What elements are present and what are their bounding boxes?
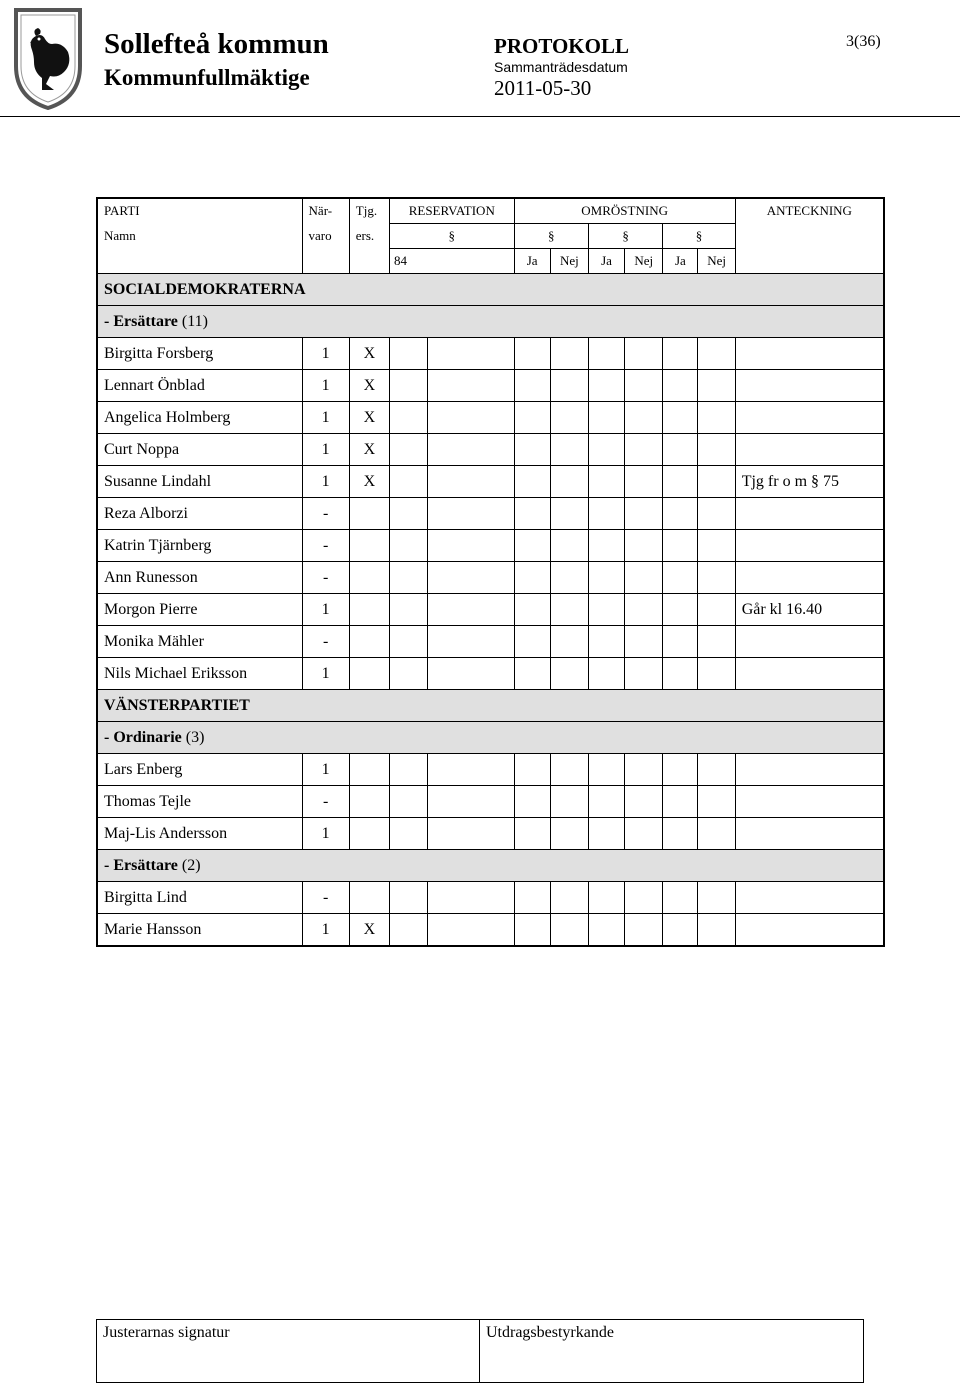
member-present: 1	[302, 466, 349, 498]
reservation-cell	[389, 626, 427, 658]
member-tjg	[349, 530, 389, 562]
vote-cell	[625, 434, 663, 466]
member-row	[97, 594, 884, 626]
vote-cell	[663, 498, 698, 530]
member-tjg	[349, 626, 389, 658]
vote-cell	[625, 818, 663, 850]
vote-cell	[550, 658, 588, 690]
vote-cell	[625, 498, 663, 530]
reservation-cell	[428, 594, 514, 626]
member-note: Går kl 16.40	[735, 594, 884, 626]
member-name: Angelica Holmberg	[97, 402, 302, 434]
reservation-cell	[389, 338, 427, 370]
vote-cell	[663, 818, 698, 850]
member-tjg	[349, 594, 389, 626]
member-name: Susanne Lindahl	[97, 466, 302, 498]
group-type: - Ersättare	[104, 312, 178, 330]
member-note	[735, 562, 884, 594]
signature-footer	[96, 1319, 864, 1383]
member-tjg	[349, 786, 389, 818]
member-note	[735, 754, 884, 786]
member-row	[97, 658, 884, 690]
member-group-row	[97, 722, 884, 754]
vote-cell	[588, 530, 624, 562]
member-note	[735, 786, 884, 818]
vote-cell	[588, 786, 624, 818]
member-tjg: X	[349, 466, 389, 498]
member-present: -	[302, 562, 349, 594]
extract-label: Utdragsbestyrkande	[480, 1320, 864, 1383]
member-note	[735, 402, 884, 434]
vote-cell	[698, 562, 735, 594]
vote-cell	[588, 626, 624, 658]
header-divider	[0, 116, 960, 117]
vote-cell	[625, 754, 663, 786]
reservation-cell	[428, 434, 514, 466]
reservation-cell	[389, 658, 427, 690]
reservation-cell	[428, 338, 514, 370]
member-tjg	[349, 498, 389, 530]
vote-cell	[698, 914, 735, 947]
vote-cell	[550, 626, 588, 658]
vote-cell	[514, 562, 550, 594]
vote-cell	[698, 498, 735, 530]
header-tjg: Tjg.	[349, 198, 389, 224]
vote-cell	[588, 434, 624, 466]
member-present: 1	[302, 914, 349, 947]
vote-cell	[663, 530, 698, 562]
member-row	[97, 530, 884, 562]
member-present: 1	[302, 338, 349, 370]
header-anteckning: ANTECKNING	[735, 198, 884, 224]
reservation-cell	[389, 434, 427, 466]
vote-cell	[514, 498, 550, 530]
vote-cell	[698, 434, 735, 466]
member-group-row	[97, 306, 884, 338]
vote-cell	[514, 914, 550, 947]
header-ers: ers.	[349, 224, 389, 249]
vote-cell	[698, 786, 735, 818]
vote-cell	[514, 818, 550, 850]
reservation-paragraph-mark: §	[389, 224, 514, 249]
header-narvaro: När-	[302, 198, 349, 224]
member-tjg: X	[349, 338, 389, 370]
reservation-cell	[428, 914, 514, 947]
vote3-paragraph-mark: §	[663, 224, 735, 249]
vote-cell	[514, 466, 550, 498]
vote-cell	[550, 434, 588, 466]
vote-cell	[663, 626, 698, 658]
vote-cell	[514, 594, 550, 626]
vote2-ja: Ja	[588, 249, 624, 274]
member-note	[735, 338, 884, 370]
vote-cell	[663, 370, 698, 402]
member-note	[735, 626, 884, 658]
member-present: 1	[302, 818, 349, 850]
vote-cell	[698, 626, 735, 658]
member-name: Katrin Tjärnberg	[97, 530, 302, 562]
header-omrostning: OMRÖSTNING	[514, 198, 735, 224]
member-tjg	[349, 818, 389, 850]
reservation-cell	[389, 754, 427, 786]
vote-cell	[625, 786, 663, 818]
vote-cell	[663, 562, 698, 594]
vote-cell	[550, 402, 588, 434]
vote-cell	[698, 402, 735, 434]
vote-cell	[625, 626, 663, 658]
vote-cell	[514, 754, 550, 786]
signature-label: Justerarnas signatur	[97, 1320, 480, 1383]
member-note	[735, 434, 884, 466]
vote-cell	[625, 562, 663, 594]
vote-cell	[698, 658, 735, 690]
vote-cell	[663, 434, 698, 466]
member-tjg: X	[349, 370, 389, 402]
member-present: 1	[302, 434, 349, 466]
member-row	[97, 498, 884, 530]
vote-cell	[588, 882, 624, 914]
reservation-cell	[389, 562, 427, 594]
member-name: Nils Michael Eriksson	[97, 658, 302, 690]
vote-cell	[625, 370, 663, 402]
member-present: -	[302, 530, 349, 562]
member-present: -	[302, 498, 349, 530]
member-present: -	[302, 786, 349, 818]
vote-cell	[550, 338, 588, 370]
reservation-cell	[389, 530, 427, 562]
member-name: Lennart Önblad	[97, 370, 302, 402]
member-name: Reza Alborzi	[97, 498, 302, 530]
vote-cell	[698, 594, 735, 626]
vote-cell	[663, 754, 698, 786]
member-note	[735, 818, 884, 850]
vote-cell	[625, 594, 663, 626]
member-row	[97, 914, 884, 947]
member-name: Birgitta Lind	[97, 882, 302, 914]
member-tjg: X	[349, 402, 389, 434]
municipal-crest-icon	[12, 6, 84, 110]
meeting-date-label: Sammanträdesdatum	[494, 59, 628, 75]
vote-cell	[588, 562, 624, 594]
vote1-nej: Nej	[550, 249, 588, 274]
member-name: Thomas Tejle	[97, 786, 302, 818]
member-present: -	[302, 882, 349, 914]
vote-cell	[550, 882, 588, 914]
vote-cell	[550, 818, 588, 850]
party-name: VÄNSTERPARTIET	[97, 690, 884, 722]
vote-cell	[698, 370, 735, 402]
member-tjg	[349, 658, 389, 690]
member-name: Marie Hansson	[97, 914, 302, 947]
vote-cell	[588, 754, 624, 786]
vote-cell	[514, 658, 550, 690]
member-tjg	[349, 754, 389, 786]
member-note: Tjg fr o m § 75	[735, 466, 884, 498]
vote-cell	[698, 754, 735, 786]
reservation-cell	[428, 754, 514, 786]
member-tjg	[349, 562, 389, 594]
vote-cell	[550, 562, 588, 594]
vote-cell	[625, 466, 663, 498]
vote1-paragraph-mark: §	[514, 224, 588, 249]
member-row	[97, 882, 884, 914]
vote-cell	[588, 658, 624, 690]
municipality-name: Sollefteå kommun	[104, 28, 329, 60]
vote-cell	[625, 530, 663, 562]
member-name: Maj-Lis Andersson	[97, 818, 302, 850]
reservation-cell	[389, 402, 427, 434]
member-note	[735, 658, 884, 690]
vote-cell	[550, 530, 588, 562]
vote-cell	[663, 914, 698, 947]
vote-cell	[663, 882, 698, 914]
vote-cell	[588, 370, 624, 402]
header-parti: PARTI	[97, 198, 302, 224]
party-row	[97, 274, 884, 306]
vote-cell	[663, 594, 698, 626]
reservation-cell	[428, 370, 514, 402]
vote-cell	[625, 402, 663, 434]
member-tjg	[349, 882, 389, 914]
member-name: Ann Runesson	[97, 562, 302, 594]
reservation-cell	[389, 498, 427, 530]
member-name: Morgon Pierre	[97, 594, 302, 626]
vote-cell	[698, 530, 735, 562]
member-row	[97, 338, 884, 370]
header-reservation: RESERVATION	[389, 198, 514, 224]
reservation-cell	[428, 786, 514, 818]
vote-cell	[550, 754, 588, 786]
vote-cell	[625, 658, 663, 690]
vote-cell	[625, 914, 663, 947]
page-number: 3(36)	[846, 33, 881, 50]
member-note	[735, 530, 884, 562]
member-row	[97, 754, 884, 786]
reservation-cell	[389, 818, 427, 850]
reservation-cell	[389, 914, 427, 947]
vote-cell	[588, 594, 624, 626]
vote-cell	[588, 338, 624, 370]
member-row	[97, 370, 884, 402]
vote-cell	[514, 402, 550, 434]
member-name: Curt Noppa	[97, 434, 302, 466]
vote-cell	[663, 466, 698, 498]
vote-cell	[588, 818, 624, 850]
reservation-cell	[389, 786, 427, 818]
header-varo: varo	[302, 224, 349, 249]
group-count: (3)	[185, 728, 205, 746]
vote-cell	[514, 338, 550, 370]
document-type: PROTOKOLL	[494, 34, 629, 58]
vote-cell	[698, 466, 735, 498]
group-count: (2)	[181, 856, 201, 874]
header-namn: Namn	[97, 224, 302, 249]
member-note	[735, 370, 884, 402]
member-name: Monika Mähler	[97, 626, 302, 658]
member-row	[97, 434, 884, 466]
group-count: (11)	[181, 312, 208, 330]
vote-cell	[663, 786, 698, 818]
vote-cell	[550, 498, 588, 530]
group-type: - Ordinarie	[104, 728, 182, 746]
reservation-cell	[428, 818, 514, 850]
vote-cell	[698, 818, 735, 850]
member-present: 1	[302, 754, 349, 786]
reservation-cell	[428, 466, 514, 498]
reservation-cell	[389, 466, 427, 498]
member-present: 1	[302, 658, 349, 690]
meeting-date: 2011-05-30	[494, 76, 592, 100]
vote-cell	[514, 530, 550, 562]
reservation-cell	[428, 402, 514, 434]
reservation-cell	[428, 658, 514, 690]
attendance-table	[96, 197, 885, 947]
vote-cell	[588, 498, 624, 530]
reservation-cell	[428, 562, 514, 594]
vote-cell	[588, 402, 624, 434]
reservation-cell	[389, 882, 427, 914]
member-name: Lars Enberg	[97, 754, 302, 786]
vote-cell	[698, 338, 735, 370]
department-name: Kommunfullmäktige	[104, 65, 310, 90]
vote-cell	[625, 338, 663, 370]
member-note	[735, 498, 884, 530]
vote3-ja: Ja	[663, 249, 698, 274]
vote2-nej: Nej	[625, 249, 663, 274]
vote1-ja: Ja	[514, 249, 550, 274]
vote-cell	[588, 466, 624, 498]
vote-cell	[550, 594, 588, 626]
reservation-cell	[428, 530, 514, 562]
vote-cell	[514, 434, 550, 466]
vote-cell	[663, 338, 698, 370]
page-header	[0, 0, 960, 118]
member-row	[97, 818, 884, 850]
vote-cell	[514, 370, 550, 402]
party-name: SOCIALDEMOKRATERNA	[97, 274, 884, 306]
vote-cell	[514, 786, 550, 818]
member-tjg: X	[349, 914, 389, 947]
member-present: 1	[302, 402, 349, 434]
reservation-cell	[428, 626, 514, 658]
vote-cell	[698, 882, 735, 914]
member-row	[97, 626, 884, 658]
member-note	[735, 882, 884, 914]
reservation-cell	[428, 498, 514, 530]
vote-cell	[663, 658, 698, 690]
member-group-row	[97, 850, 884, 882]
vote-cell	[514, 626, 550, 658]
member-tjg: X	[349, 434, 389, 466]
vote-cell	[514, 882, 550, 914]
reservation-cell	[389, 370, 427, 402]
member-row	[97, 562, 884, 594]
group-type: - Ersättare	[104, 856, 178, 874]
vote-cell	[550, 786, 588, 818]
member-name: Birgitta Forsberg	[97, 338, 302, 370]
vote-cell	[550, 914, 588, 947]
member-present: 1	[302, 370, 349, 402]
member-note	[735, 914, 884, 947]
vote3-nej: Nej	[698, 249, 735, 274]
member-row	[97, 466, 884, 498]
member-row	[97, 786, 884, 818]
vote2-paragraph-mark: §	[588, 224, 662, 249]
vote-cell	[588, 914, 624, 947]
vote-cell	[663, 402, 698, 434]
reservation-cell	[428, 882, 514, 914]
member-present: -	[302, 626, 349, 658]
member-present: 1	[302, 594, 349, 626]
member-row	[97, 402, 884, 434]
reservation-cell	[389, 594, 427, 626]
reservation-paragraph: 84	[389, 249, 514, 274]
vote-cell	[625, 882, 663, 914]
vote-cell	[550, 466, 588, 498]
vote-cell	[550, 370, 588, 402]
party-row	[97, 690, 884, 722]
